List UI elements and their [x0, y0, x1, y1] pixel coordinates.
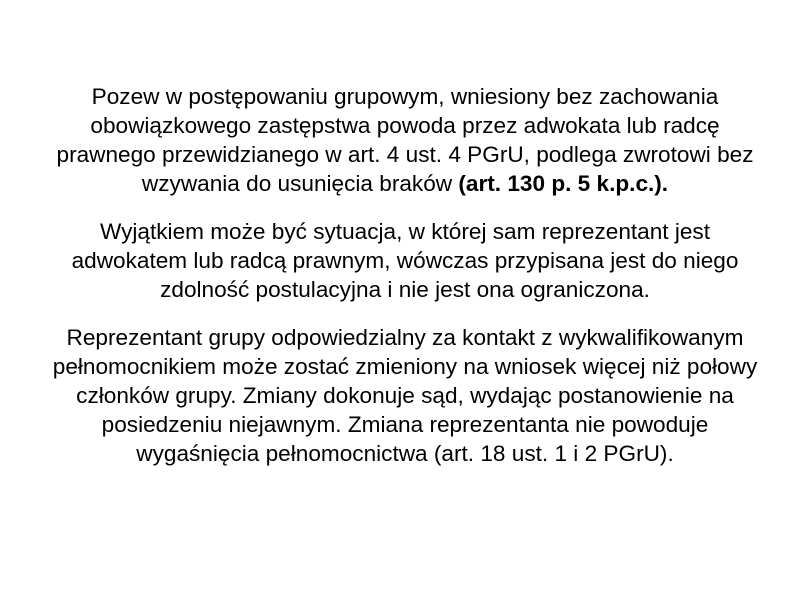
- slide-content: [50, 82, 760, 468]
- paragraph-lawsuit-return-text: Pozew w postępowaniu grupowym, wniesiony bez zachowania obowiązkowego zastępstwa powoda przez adwokata lub radcę prawnego przewidzianego w art. 4 ust. 4 PGrU, podlega zwrotowi bez wzywania do usunięcia braków: [56, 84, 754, 196]
- paragraph-lawsuit-return: [50, 82, 760, 198]
- paragraph-representant-exception: Wyjątkiem może być sytuacja, w której sam reprezentant jest adwokatem lub radcą prawnym, wówczas przypisana jest do niego zdolność postulacyjna i nie jest ona ograniczona.: [71, 219, 739, 302]
- legal-citation-kpc: (art. 130 p. 5 k.p.c.).: [458, 171, 669, 196]
- paragraph-representant-change: Reprezentant grupy odpowiedzialny za kontakt z wykwalifikowanym pełnomocnikiem może zostać zmieniony na wniosek więcej niż połowy członków grupy. Zmiany dokonuje sąd, wydając postanowienie na posiedzeniu niejawnym. Zmiana reprezentanta nie powoduje wygaśnięcia pełnomocnictwa (art. 18 ust. 1 i 2 PGrU).: [52, 325, 758, 466]
